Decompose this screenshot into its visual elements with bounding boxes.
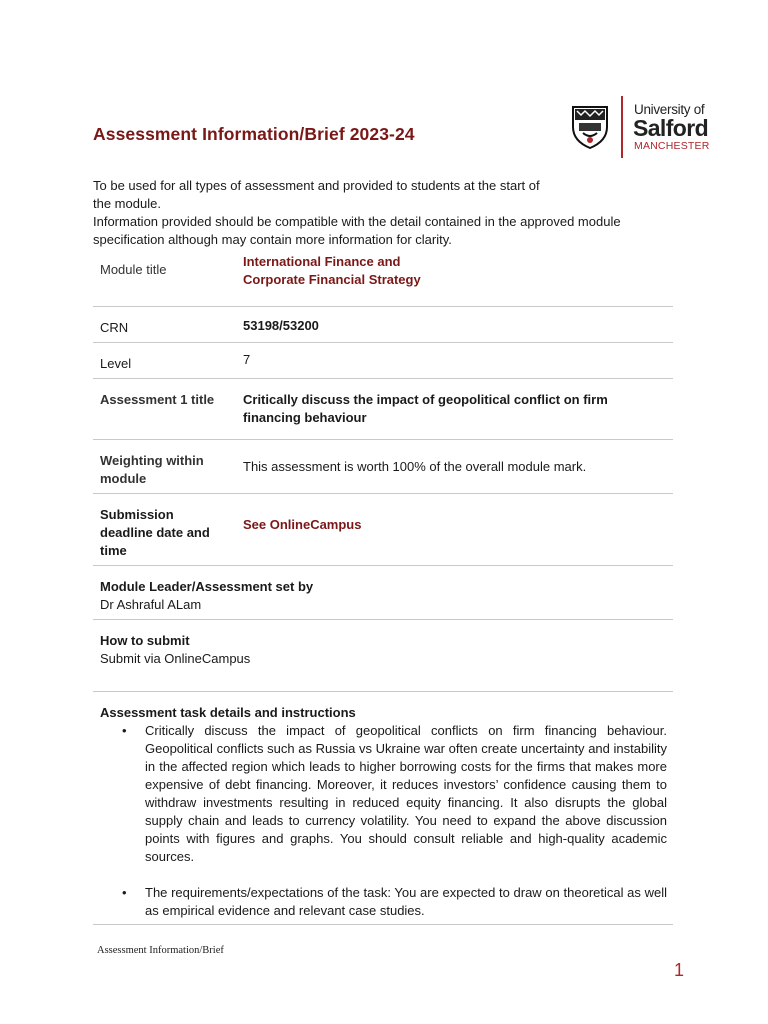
row-task-details [93, 692, 673, 925]
footer-text: Assessment Information/Brief [97, 945, 224, 956]
logo-divider [621, 96, 623, 158]
assessment-title-label: Assessment 1 title [100, 392, 215, 407]
task-bullet-1: Critically discuss the impact of geopolitical conflicts on firm financing behaviour. Geopolitical conflicts such as Russia vs Ukraine war often create uncertainty and instability in the affected region which leads to higher borrowing costs for the firms that makes more expensive of debt financing. Moreover, it reduces investors’ confidence causing them to withdraw investments resulting in reduced equity financing. It also disrupts the global supply chain and leads to currency volatility. You need to expand the above discussion points with figures and graphs. You should consult reliable and high-quality academic sources. [145, 723, 667, 864]
task-list [117, 722, 667, 920]
intro-line-2: Information provided should be compatible with the detail contained in the approved module specification although may contain more information for clarity. [93, 214, 621, 247]
list-item [117, 722, 667, 866]
level-value: 7 [243, 352, 251, 367]
bullet-icon: • [122, 723, 127, 738]
page-title: Assessment Information/Brief 2023-24 [93, 124, 415, 144]
page-number: 1 [674, 960, 685, 980]
assessment-title-value: Critically discuss the impact of geopolitical conflict on firm financing behaviour [243, 392, 608, 425]
logo-line-1: University of [634, 102, 705, 117]
row-how-to-submit [93, 620, 673, 692]
list-item [117, 884, 667, 920]
module-title-line-1: International Finance and [243, 254, 401, 269]
row-deadline [93, 494, 673, 566]
row-module-title [93, 251, 673, 307]
assessment-info-table [93, 251, 673, 925]
row-weighting [93, 440, 673, 494]
module-leader-value: Dr Ashraful ALam [100, 597, 202, 612]
how-to-submit-label: How to submit [100, 633, 190, 648]
logo-line-2: Salford [633, 115, 709, 141]
module-title-line-2: Corporate Financial Strategy [243, 272, 421, 287]
weighting-value: This assessment is worth 100% of the overall module mark. [243, 459, 587, 474]
row-level [93, 343, 673, 379]
weighting-label: Weighting within module [100, 453, 204, 486]
module-title-label: Module title [100, 262, 167, 277]
row-module-leader [93, 566, 673, 620]
crest-icon [571, 103, 609, 149]
deadline-label: Submission deadline date and time [100, 507, 210, 558]
deadline-value: See OnlineCampus [243, 517, 362, 532]
crn-label: CRN [100, 320, 129, 335]
intro-text [93, 177, 693, 249]
row-assessment-title [93, 379, 673, 440]
module-leader-label: Module Leader/Assessment set by [100, 579, 314, 594]
module-title-value [243, 253, 668, 289]
how-to-submit-value: Submit via OnlineCampus [100, 651, 251, 666]
row-crn [93, 307, 673, 343]
logo-line-3: MANCHESTER [634, 140, 710, 152]
university-logo [571, 96, 711, 158]
crn-value: 53198/53200 [243, 318, 319, 333]
bullet-icon: • [122, 885, 127, 900]
task-bullet-2: The requirements/expectations of the task: You are expected to draw on theoretical as well as empirical evidence and relevant case studies. [145, 885, 667, 918]
intro-line-1: To be used for all types of assessment and provided to students at the start of the module. [93, 178, 540, 211]
level-label: Level [100, 356, 132, 371]
task-heading: Assessment task details and instructions [100, 705, 356, 720]
